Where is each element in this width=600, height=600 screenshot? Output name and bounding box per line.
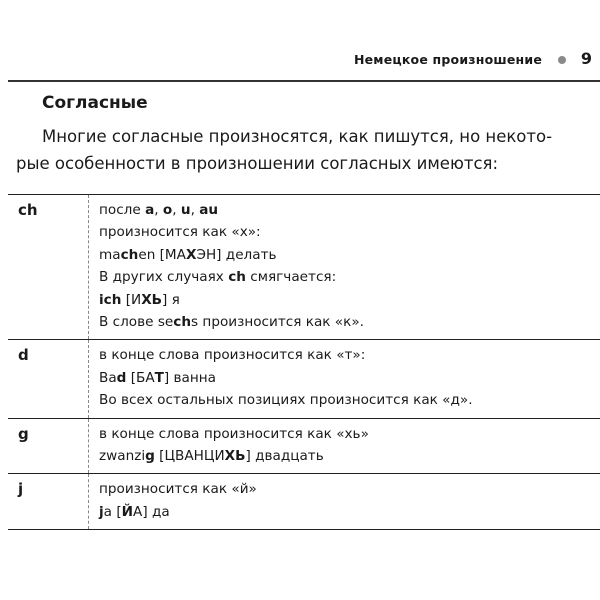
emphasized-text: d bbox=[116, 369, 127, 386]
intro-line-1: Многие согласные произносятся, как пишутся, но некото- bbox=[42, 127, 553, 146]
consonant-letter: g bbox=[8, 418, 89, 474]
text-segment: после bbox=[99, 202, 146, 218]
text-segment: в конце слова произносится как «т»: bbox=[99, 347, 366, 364]
emphasized-text: g bbox=[145, 448, 155, 465]
section-heading: Согласные bbox=[42, 93, 148, 113]
text-segment: en [МА bbox=[138, 246, 186, 263]
running-header-title: Немецкое произношение bbox=[353, 52, 542, 67]
description-line bbox=[99, 478, 594, 500]
consonant-letter: j bbox=[8, 474, 89, 530]
text-segment: смягчается: bbox=[245, 269, 337, 286]
text-segment: a [ bbox=[103, 503, 122, 520]
description-line bbox=[99, 244, 594, 266]
description-line bbox=[99, 311, 594, 333]
description-line bbox=[99, 423, 594, 445]
text-segment: , bbox=[172, 202, 181, 218]
description-line bbox=[99, 367, 594, 389]
intro-paragraph bbox=[16, 123, 600, 177]
emphasized-text: o bbox=[162, 202, 173, 218]
text-segment: , bbox=[190, 202, 200, 218]
consonant-description bbox=[89, 340, 600, 418]
header-rule bbox=[8, 80, 600, 82]
table-row bbox=[8, 418, 600, 474]
consonant-description bbox=[89, 418, 600, 474]
consonant-description bbox=[89, 474, 600, 530]
text-segment: [ЦВАНЦИ bbox=[154, 448, 225, 465]
intro-line-2: рые особенности в произношении согласных имеются: bbox=[16, 154, 499, 173]
emphasized-text: Х bbox=[185, 246, 197, 263]
text-segment: В других случаях bbox=[99, 269, 229, 286]
emphasized-text: ХЬ bbox=[141, 291, 163, 308]
emphasized-text: Й bbox=[121, 503, 134, 520]
emphasized-text: ich bbox=[99, 291, 122, 308]
text-segment: В слове se bbox=[99, 314, 174, 331]
text-segment: ] ванна bbox=[163, 369, 216, 386]
table-row bbox=[8, 340, 600, 418]
description-line bbox=[99, 289, 594, 311]
description-line bbox=[99, 221, 594, 243]
text-segment: [И bbox=[121, 291, 142, 308]
description-line bbox=[99, 389, 594, 411]
text-segment: ] двадцать bbox=[245, 448, 324, 465]
emphasized-text: ch bbox=[228, 269, 246, 286]
table-row bbox=[8, 195, 600, 340]
text-segment: произносится как «х»: bbox=[99, 224, 261, 241]
table-row bbox=[8, 474, 600, 530]
emphasized-text: u bbox=[180, 202, 191, 218]
emphasized-text: ch bbox=[173, 314, 192, 331]
text-segment: [БА bbox=[126, 369, 155, 386]
text-segment: Ba bbox=[99, 369, 117, 386]
text-segment: произносится как «й» bbox=[99, 481, 257, 498]
consonant-description bbox=[89, 195, 600, 340]
emphasized-text: a bbox=[145, 202, 155, 218]
description-line bbox=[99, 445, 594, 467]
text-segment: А] да bbox=[133, 503, 170, 520]
text-segment: Во всех остальных позициях произносится как «д». bbox=[99, 392, 473, 409]
page-number: 9 bbox=[580, 49, 592, 68]
text-segment: zwanzi bbox=[99, 448, 146, 465]
text-segment: ЭН] делать bbox=[196, 246, 277, 263]
text-segment: в конце слова произносится как «хь» bbox=[99, 425, 369, 442]
description-line bbox=[99, 266, 594, 288]
emphasized-text: Т bbox=[154, 369, 164, 386]
description-line bbox=[99, 199, 594, 221]
consonants-table bbox=[8, 194, 600, 530]
running-header bbox=[0, 49, 600, 74]
text-segment: , bbox=[154, 202, 163, 218]
emphasized-text: ХЬ bbox=[224, 448, 246, 465]
text-segment: ma bbox=[99, 246, 121, 263]
bullet-dot-icon bbox=[558, 56, 566, 64]
emphasized-text: au bbox=[199, 202, 219, 218]
description-line bbox=[99, 501, 594, 523]
consonant-letter: ch bbox=[8, 195, 89, 340]
emphasized-text: ch bbox=[120, 246, 139, 263]
emphasized-text: j bbox=[99, 503, 104, 520]
text-segment: ] я bbox=[162, 291, 180, 308]
text-segment: s произносится как «к». bbox=[191, 314, 364, 331]
description-line bbox=[99, 344, 594, 366]
consonant-letter: d bbox=[8, 340, 89, 418]
